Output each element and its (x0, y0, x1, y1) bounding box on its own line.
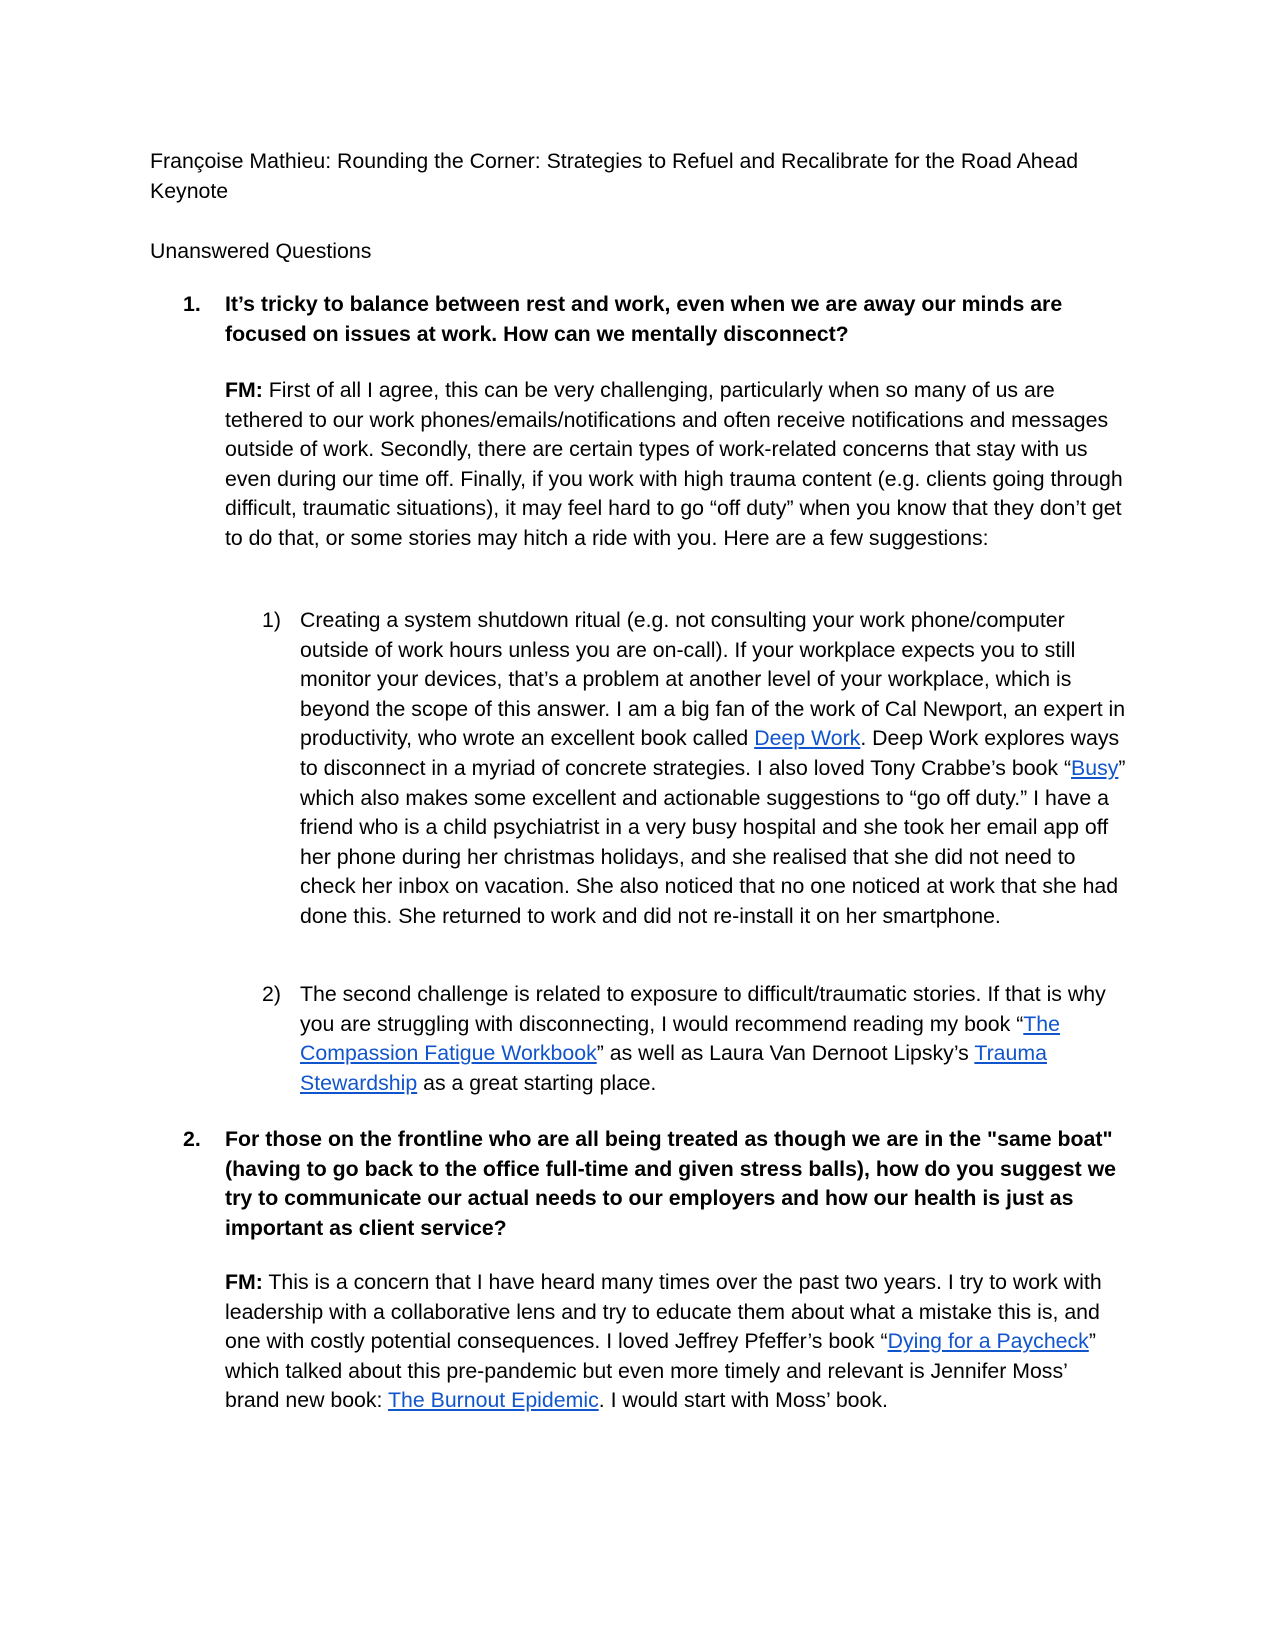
question-text: It’s tricky to balance between rest and work, even when we are away our minds are focused on issues at work. How can we mentally disconnect? (225, 292, 1063, 346)
answer-text: First of all I agree, this can be very challenging, particularly when so many of us are tethered to our work phones/emails/notifications and often receive notifications and messages outside of work. Secondly, there are certain types of work-related concerns that stay with us even during our time off. Finally, if you work with high trauma content (e.g. clients going through difficult, traumatic situations), it may feel hard to go “off duty” when you know that they don’t get to do that, or some stories may hitch a ride with you. Here are a few suggestions: (225, 378, 1123, 550)
trauma-stewardship-link[interactable]: Trauma Stewardship (300, 1041, 1047, 1095)
question-text: For those on the frontline who are all being treated as though we are in the "same boat" (having to go back to the office full-time and given stress balls), how do you suggest we try to communicate our actual needs to our employers and how our health is just as important as client service? (225, 1127, 1117, 1240)
answer-paragraph (225, 1268, 1125, 1416)
answer-label: FM: (225, 1270, 263, 1294)
question-number: 2. (183, 1127, 201, 1151)
burnout-epidemic-link[interactable]: The Burnout Epidemic (388, 1388, 599, 1413)
suggestion-text (300, 606, 1130, 932)
suggestion-text-part: . Deep Work explores ways to disconnect in a myriad of concrete strategies. I also loved Tony Crabbe’s book “ (300, 726, 1120, 780)
answer-text: . I would start with Moss’ book. (598, 1388, 888, 1413)
busy-link[interactable]: Busy (1071, 755, 1119, 780)
suggestion-number: 2) (262, 982, 281, 1006)
suggestion-text-part: Creating a system shutdown ritual (e.g. not consulting your work phone/computer outside of work hours unless you are on-call). If your workplace expects you to still monitor your devices, that’s a problem at another level of your workplace, which is beyond the scope of this answer. I am a big fan of the work of Cal Newport, an expert in productivity, who wrote an excellent book called (300, 608, 1126, 751)
section-heading: Unanswered Questions (150, 239, 372, 263)
compassion-fatigue-workbook-link[interactable]: The Compassion Fatigue Workbook (300, 1011, 1060, 1066)
answer-text: This is a concern that I have heard many times over the past two years. I try to work with leadership with a collaborative lens and try to educate them about what a mistake this is, and one with costly potential consequences. I loved Jeffrey Pfeffer’s book “ (225, 1270, 1102, 1354)
answer-text: ” which talked about this pre-pandemic but even more timely and relevant is Jennifer Moss’ brand new book: (225, 1329, 1096, 1413)
suggestion-text-part: ” as well as Laura Van Dernoot Lipsky’s (596, 1041, 975, 1066)
answer-paragraph (225, 376, 1125, 554)
suggestion-number: 1) (262, 608, 281, 632)
suggestion-text-part: The second challenge is related to exposure to difficult/traumatic stories. If that is why you are struggling with disconnecting, I would recommend reading my book “ (300, 982, 1106, 1036)
suggestion-text-part: ” which also makes some excellent and actionable suggestions to “go off duty.” I have a friend who is a child psychiatrist in a very busy hospital and she took her email app off her phone during her christmas holidays, and she realised that she did not need to check her inbox on vacation. She also noticed that no one noticed at work that she had done this. She returned to work and did not re-install it on her smartphone. (300, 755, 1126, 928)
document-title: Françoise Mathieu: Rounding the Corner: Strategies to Refuel and Recalibrate for the Road Ahead Keynote (150, 149, 1079, 203)
suggestion-text (300, 980, 1130, 1098)
question-number: 1. (183, 292, 201, 316)
deep-work-link[interactable]: Deep Work (754, 726, 861, 751)
suggestion-text-part: as a great starting place. (417, 1070, 657, 1095)
answer-label: FM: (225, 378, 263, 402)
dying-for-a-paycheck-link[interactable]: Dying for a Paycheck (887, 1329, 1089, 1354)
